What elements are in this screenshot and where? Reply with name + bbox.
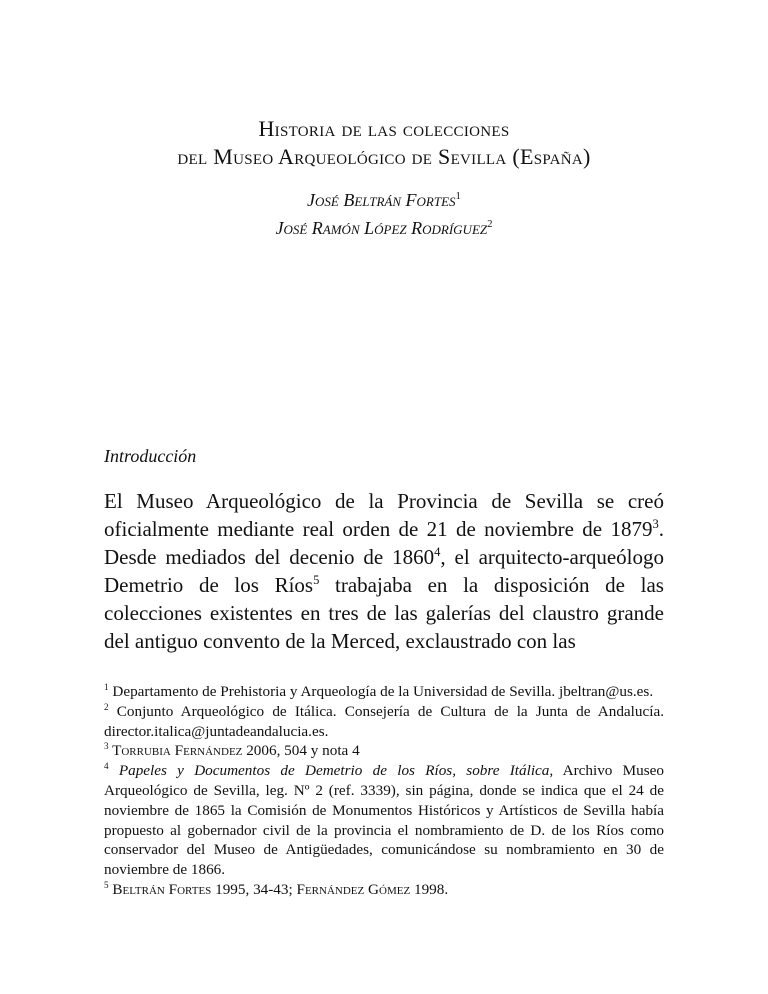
footnote-5	[104, 880, 664, 900]
footnote-text: 1995, 34-43;	[211, 880, 297, 898]
footnote-ref[interactable]: 1	[455, 190, 461, 202]
title-line-1: Historia de las colecciones	[258, 116, 510, 141]
footnote-ref[interactable]: 3	[652, 517, 659, 531]
footnote-4	[104, 761, 664, 880]
footnote-number: 3	[104, 741, 109, 752]
body-paragraph	[104, 487, 664, 655]
footnote-number: 5	[104, 879, 109, 890]
footnote-source-title: Papeles y Documentos de Demetrio de los Ríos, sobre Itálica	[108, 762, 550, 780]
body-text	[104, 487, 664, 655]
footnote-author: Fernández Gómez	[296, 880, 411, 898]
footnotes	[104, 682, 664, 900]
footnote-ref[interactable]: 5	[313, 573, 320, 587]
footnote-number: 1	[104, 681, 109, 692]
footnote-2	[104, 702, 664, 742]
footnote-ref[interactable]: 4	[434, 545, 441, 559]
footnote-ref[interactable]: 2	[487, 218, 493, 230]
footnote-text: , Archivo Museo Arqueológico de Sevilla, leg. Nº 2 (ref. 3339), sin página, donde se indica que el 24 de noviembre de 1865 la Comisión de Monumentos Históricos y Artísticos de Sevilla había propuesto al gobernador civil de la provincia el nombramiento de D. de los Ríos como conservador del Museo de Antigüedades, comunicándose su nombramiento en 30 de noviembre de 1866.	[104, 762, 664, 879]
footnote-author: Torrubia Fernández	[108, 742, 243, 760]
footnote-3	[104, 741, 664, 761]
footnote-number: 4	[104, 761, 109, 772]
footnote-number: 2	[104, 701, 109, 712]
author-2	[0, 218, 768, 239]
author-name: José Ramón López Rodríguez	[275, 218, 488, 238]
body-text-segment: El Museo Arqueológico de la Provincia de Sevilla se creó oficialmente mediante real orden de 21 de noviembre de 1879	[104, 489, 664, 541]
footnote-1	[104, 682, 664, 702]
body-text-segment: . Desde mediados del decenio de 1860	[104, 517, 664, 569]
footnote-text: Departamento de Prehistoria y Arqueología de la Universidad de Sevilla. jbeltran@us.es.	[108, 683, 654, 700]
section-heading: Introducción	[104, 446, 197, 466]
footnote-author: Beltrán Fortes	[108, 880, 212, 898]
footnote-text: Conjunto Arqueológico de Itálica. Consejería de Cultura de la Junta de Andalucía. director.italica@juntadeandalucia.es.	[104, 702, 664, 740]
author-1	[0, 190, 768, 211]
footnote-text: 1998.	[410, 880, 449, 898]
author-name: José Beltrán Fortes	[307, 190, 456, 210]
body-text-segment: , el arquitecto-arqueólogo Demetrio de los Ríos	[104, 545, 664, 597]
title-line-2: del Museo Arqueológico de Sevilla (España)	[177, 144, 591, 169]
body-text-segment: trabajaba en la disposición de las colecciones existentes en tres de las galerías del claustro grande del antiguo convento de la Merced, exclaustrado con las	[104, 573, 664, 653]
footnote-text: 2006, 504 y nota 4	[242, 742, 360, 760]
